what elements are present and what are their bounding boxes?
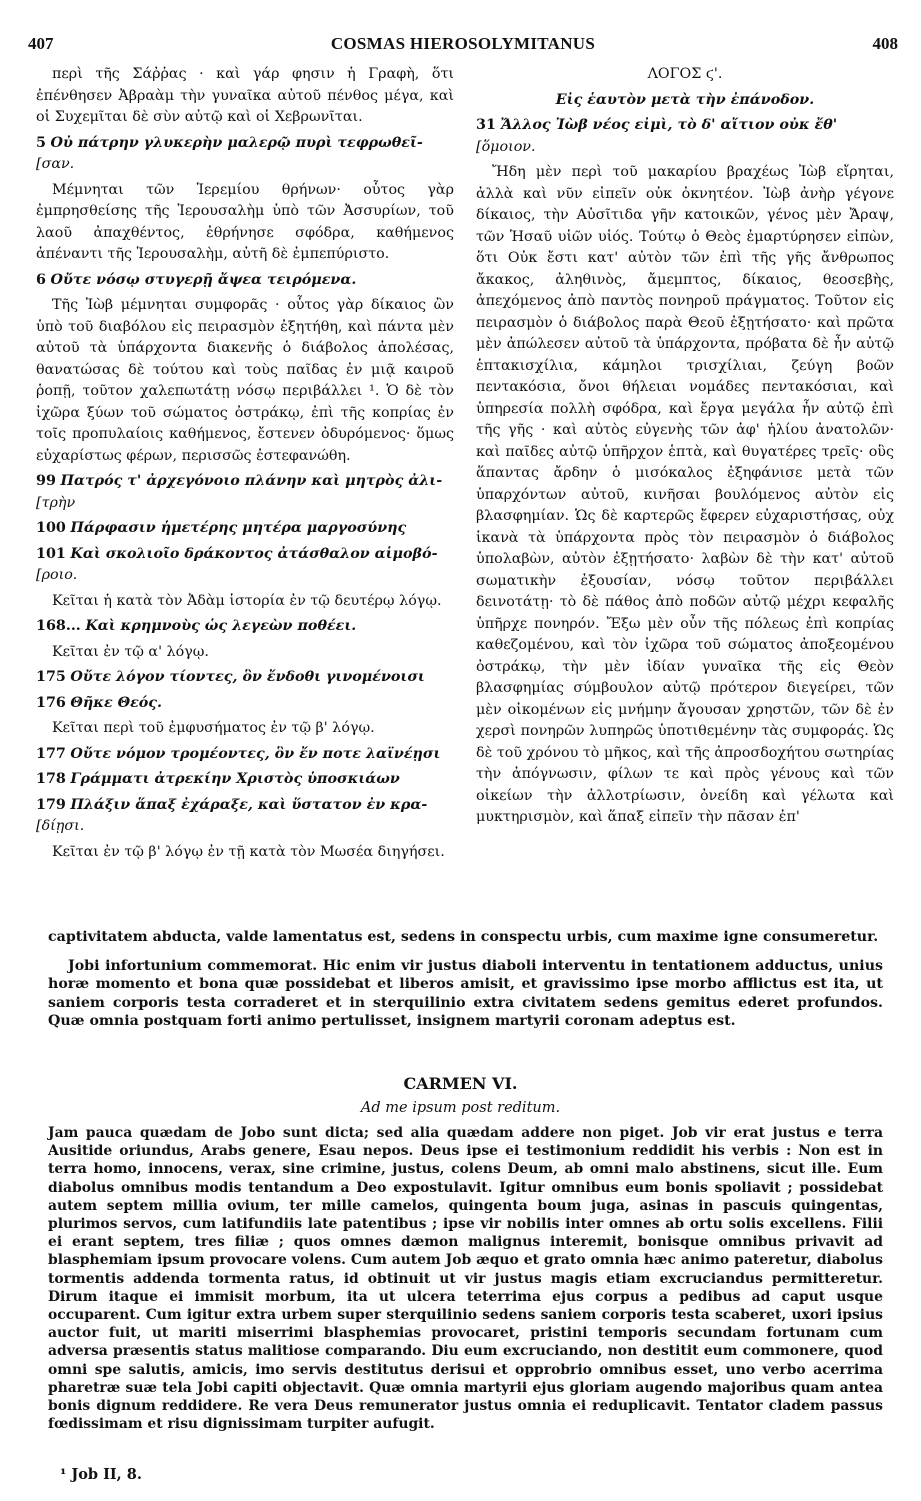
carmen-title: CARMEN VI. bbox=[403, 1074, 518, 1093]
verse-line bbox=[36, 744, 454, 766]
verse-number: 178 bbox=[36, 771, 66, 787]
verse-number: 168... bbox=[36, 618, 81, 634]
verse-line bbox=[476, 115, 894, 137]
verse-text: Οὔτε νόσῳ στυγερῇ ἄψεα τειρόμενα. bbox=[50, 271, 357, 288]
verse-number: 6 bbox=[36, 271, 46, 288]
verse-text: Οὐ πάτρην γλυκερὴν μαλερῷ πυρὶ τεφρωθεῖ- bbox=[50, 134, 423, 151]
verse-number: 5 bbox=[36, 134, 46, 151]
verse-line bbox=[36, 133, 454, 155]
verse-line bbox=[36, 270, 454, 292]
verse-text: Ἄλλος Ἰὼβ νέος εἰμὶ, τὸ δ' αἴτιον οὐκ ἔθ' bbox=[500, 117, 838, 133]
verse-number: 177 bbox=[36, 745, 66, 762]
verse-text: Οὔτε νόμον τρομέοντες, ὃν ἔν ποτε λαϊνέῃσι bbox=[70, 745, 441, 762]
left-page-number: 407 bbox=[28, 34, 54, 53]
verse-line bbox=[36, 667, 454, 689]
verse-text: Θῆκε Θεός. bbox=[70, 694, 162, 711]
verse-line bbox=[36, 769, 454, 791]
logos-subheading: Εἰς ἑαυτὸν μετὰ τὴν ἐπάνοδον. bbox=[555, 91, 815, 108]
commentary-paragraph: περὶ τῆς Σάῤῥας · καὶ γάρ φησιν ἡ Γραφὴ, ὅτι ἐπένθησεν Ἀβραὰμ τὴν γυναῖκα αὐτοῦ πένθος μέγα, καὶ οἱ Συχεμῖται δὲ σὺν αὐτῷ καὶ οἱ Χεβρωνῖται. bbox=[36, 66, 454, 125]
carmen-subtitle: Ad me ipsum post reditum. bbox=[360, 1100, 561, 1116]
commentary-paragraph: Ἤδη μὲν περὶ τοῦ μακαρίου βραχέως Ἰὼβ εἴρηται, ἀλλὰ καὶ νῦν εἰπεῖν οὐκ ὀκνητέον. Ἰὼβ ἀνὴρ γέγονε δίκαιος, τὴν Αὐσῖτιδα γῆν κατοικῶν, γένος μὲν Ἄραψ, τῶν Ἡσαῦ υἱῶν υἱός. Τούτῳ ὁ Θεὸς ἐμαρτύρησεν εἰπὼν, ὅτι Οὐκ ἔστι κατ' αὐτὸν τῶν ἐπὶ τῆς γῆς ἄνθρωπος ἄκακος, ἀληθινὸς, ἄμεμπτος, δίκαιος, θεοσεβὴς, ἀπεχόμενος ἀπὸ παντὸς πονηροῦ πράγματος. Τοῦτον εἰς πειρασμὸν ὁ διάβολος παρὰ Θεοῦ ἐξῃτήσατο· καὶ πρῶτα μὲν ἀπώλεσεν αὐτοῦ τὰ ὑπάρχοντα, πρόβατα δὲ ἦν αὐτῷ ἑπτακισχίλια, κάμηλοι τρισχίλιαι, ζεύγη βοῶν πεντακόσια, ὄνοι θήλειαι νομάδες πεντακόσιαι, καὶ ὑπηρεσία πολλὴ σφόδρα, καὶ ἔργα μεγάλα ἦν αὐτῷ ἐπὶ τῆς γῆς · καὶ αὐτὸς εὐγενὴς τῶν ἀφ' ἡλίου ἀνατολῶν· καὶ παῖδες αὐτῷ ὑπῆρχον ἑπτὰ, καὶ θυγατέρες τρεῖς· οὓς ἅπαντας ἄρδην ὁ μισόκαλος ἐξηφάνισε μετὰ τῶν ὑπαρχόντων αὐτοῦ, κινῆσαι βουλόμενος αὐτὸν εἰς βλασφημίαν. Ὡς δὲ καρτερῶς ἔφερεν εὐχαριστήσας, οὐχ ἱκανὰ τὰ ὑπάρχοντα πρὸς τὸν πειρασμὸν ὁ διάβολος ὑπολαβὼν, αὐτὸν ἐξῃτήσατο· λαβὼν δὲ τὴν κατ' αὐτοῦ σωματικὴν ἐξουσίαν, νόσῳ τοῦτον περιβάλλει δεινοτάτῃ· τὸ δὲ πάθος ἀπὸ ποδῶν αὐτῷ μέχρι κεφαλῆς ὑπῆρχε πονηρόν. Ἔξω μὲν οὖν τῆς πόλεως ἐπὶ κοπρίας καθεζομένου, καὶ τὸν ἰχῶρα τοῦ σώματος ἀποξεομένου ὀστράκῳ, τὴν μὲν ἰδίαν γυναῖκα τῆς εἰς Θεὸν βλασφημίας σύμβουλον αὐτῷ πρότερον διεγείρει, τῶν μὲν οἰκομένων εἰς μνήμην ἄγουσαν χρηστῶν, τῶν δὲ ἐν χερσὶ πονηρῶν λυπηρῶς ὑποτιθεμένην τὰς συμφοράς. Ὡς δὲ τοῦ χρόνου τὸ μῆκος, καὶ τῆς ἀπροσδοχήτου σωτηρίας τὴν ἀπόγνωσιν, φίλων τε καὶ πρὸς γένους καὶ τῶν οἰκείων τὴν ἀλλοτρίωσιν, ὀνείδη καὶ γέλωτα καὶ μυκτηρισμὸν, καὶ ἅπαξ εἰπεῖν τὴν πᾶσαν ἐπ' bbox=[476, 164, 894, 825]
latin-continuation: captivitatem abducta, valde lamentatus est, sedens in conspectu urbis, cum maxime igne consumeretur. bbox=[48, 929, 879, 945]
verse-continuation: [ὅμοιον. bbox=[476, 138, 536, 155]
verse-line bbox=[36, 544, 454, 566]
carmen-body bbox=[48, 1124, 883, 1433]
verse-text: Οὔτε λόγον τίοντες, ὃν ἔνδοθι γινομένοισι bbox=[70, 669, 425, 685]
verse-continuation: [σαν. bbox=[36, 156, 75, 172]
carmen-paragraph: Jam pauca quædam de Jobo sunt dicta; sed alia quædam addere non piget. Job vir erat justus e terra Ausitide oriundus, Arabs genere, Esau nepos. Deus ipse ei testimonium reddidit his verbis : Non est in terra homo, innocens, verax, sine crimine, justus, colens Deum, ab omni malo abstinens, sicut ille. Eum diabolus omnibus modis tentandum a Deo expostulavit. Igitur omnibus eum bonis spoliavit ; possidebat autem septem millia ovium, ter mille camelos, quingenta boum juga, asinas in pascuis quingentas, plurimos servos, cum latifundiis late patentibus ; ipse vir nobilis inter omnes ab ortu solis excellens. Filii ei erant septem, tres filiæ ; quos omnes dæmon malignus interemit, bonisque omnibus privavit ad blasphemiam ipsum provocare volens. Cum autem Job æquo et grato omnia hæc animo pateretur, diabolus tormentis addenda tormenta ratus, id obtinuit ut vir justus magis etiam excruciandus permitteretur. Dirum itaque ei immisit morbum, ita ut ulcera teterrima ejus corpus a pedibus ad caput usque occuparent. Cum igitur extra urbem super sterquilinio sedens saniem corporis testa scaberet, uxori ipsius auctor fuit, ut mariti miserrimi blasphemias provocaret, pristini temporis secundam fortunam cum adversa præsentis status malitiose comparando. Diu eum excruciando, non destitit eum commonere, quod omni spe salutis, amicis, imo servis destitutus derisui et opprobrio omnibus esset, uno verbo acerrima pharetræ suæ tela Jobi capiti objectavit. Quæ omnia martyrii ejus gloriam augendo majoribus quam antea bonis dignum reddidere. Re vera Deus remunerator justus omnia ei reduplicavit. Tentator cladem passus fœdissimam et risu dignissimam turpiter aufugit. bbox=[48, 1125, 883, 1433]
right-greek-column bbox=[476, 64, 894, 833]
logos-heading: ΛΟΓΟΣ ϛ'. bbox=[647, 66, 723, 82]
verse-line bbox=[36, 471, 454, 493]
commentary-paragraph: Κεῖται ἡ κατὰ τὸν Ἀδὰμ ἱστορία ἐν τῷ δευτέρῳ λόγῳ. bbox=[52, 592, 442, 609]
verse-text: Γράμματι ἀτρεκίην Χριστὸς ὑποσκιάων bbox=[70, 771, 400, 787]
verse-number: 99 bbox=[36, 473, 56, 489]
commentary-paragraph: Τῆς Ἰὼβ μέμνηται συμφορᾶς · οὗτος γὰρ δίκαιος ὢν ὑπὸ τοῦ διαβόλου εἰς πειρασμὸν ἐξητήθη, καὶ πάντα μὲν αὐτοῦ τὰ ὑπάρχοντα διακενῆς ὁ διάβολος ἀπολέσας, θανατώσας δὲ τούτου καὶ τοὺς παῖδας ἐν μιᾷ καιροῦ ῥοπῇ, τοῦτον χαλεπωτάτῃ νόσῳ περιβάλλει ¹. Ὁ δὲ τὸν ἰχῶρα ξύων τοῦ σώματος ὀστράκῳ, ἐπὶ τῆς κοπρίας ἐν τοῖς προπυλαίοις καθήμενος, ἔστενεν ὀδυρόμενος· ὅμως εὐχαρίστως φέρων, περισσῶς ἐστεφανώθη. bbox=[36, 297, 454, 464]
verse-number: 176 bbox=[36, 694, 66, 711]
right-page-number: 408 bbox=[872, 34, 898, 53]
left-greek-column bbox=[36, 64, 454, 867]
latin-paragraph: Jobi infortunium commemorat. Hic enim vir justus diaboli interventu in tentationem adductus, unius horæ momento et bona quæ possidebat et liberos amisit, et gravissimo ipse morbo afflictus est ita, ut saniem corporis testa corraderet et in sterquilinio extra civitatem sedens gemitus ederet profundos. Quæ omnia postquam forti animo pertulisset, insignem martyrii coronam adeptus est. bbox=[48, 957, 883, 1030]
verse-number: 101 bbox=[36, 545, 66, 562]
verse-text: Πλάξιν ἅπαξ ἐχάραξε, καὶ ὕστατον ἐν κρα- bbox=[70, 796, 428, 813]
verse-text: Πατρός τ' ἀρχεγόνοιο πλάνην καὶ μητρὸς ἀλι- bbox=[60, 473, 443, 489]
verse-line bbox=[36, 616, 454, 638]
commentary-paragraph: Κεῖται ἐν τῷ β' λόγῳ ἐν τῇ κατὰ τὸν Μωσέα διηγήσει. bbox=[52, 843, 445, 860]
verse-continuation: [δίῃσι. bbox=[36, 818, 85, 834]
footnote: ¹ Job II, 8. bbox=[60, 1466, 142, 1483]
verse-number: 31 bbox=[476, 117, 496, 133]
commentary-paragraph: Κεῖται ἐν τῷ α' λόγῳ. bbox=[52, 643, 209, 660]
verse-number: 100 bbox=[36, 520, 66, 536]
verse-line bbox=[36, 795, 454, 817]
verse-text: Καὶ σκολιοῖο δράκοντος ἀτάσθαλον αἱμοβό- bbox=[70, 545, 438, 562]
verse-continuation: [ροιο. bbox=[36, 567, 78, 583]
verse-continuation: [τρὴν bbox=[36, 494, 76, 511]
verse-number: 175 bbox=[36, 669, 66, 685]
verse-text: Πάρφασιν ἡμετέρης μητέρα μαργοσύνης bbox=[70, 520, 407, 536]
running-header bbox=[28, 34, 898, 58]
latin-translation bbox=[48, 928, 883, 1041]
verse-text: Καὶ κρημνοὺς ὡς λεγεὼν ποθέει. bbox=[85, 618, 357, 634]
verse-line bbox=[36, 518, 454, 540]
commentary-paragraph: Κεῖται περὶ τοῦ ἐμφυσήματος ἐν τῷ β' λόγῳ. bbox=[52, 720, 375, 736]
running-title: COSMAS HIEROSOLYMITANUS bbox=[330, 34, 596, 53]
verse-line bbox=[36, 693, 454, 715]
verse-number: 179 bbox=[36, 796, 66, 813]
commentary-paragraph: Μέμνηται τῶν Ἱερεμίου θρήνων· οὗτος γὰρ ἐμπρησθείσης τῆς Ἱερουσαλὴμ ὑπὸ τῶν Ἀσσυρίων, τοῦ λαοῦ ἀπαχθέντος, ἐθρήνησε σφόδρα, καθήμενος ἀπέναντι τῆς Ἱερουσαλὴμ, αὐτῆ δὲ ἐμπεπύριστο. bbox=[36, 181, 454, 262]
